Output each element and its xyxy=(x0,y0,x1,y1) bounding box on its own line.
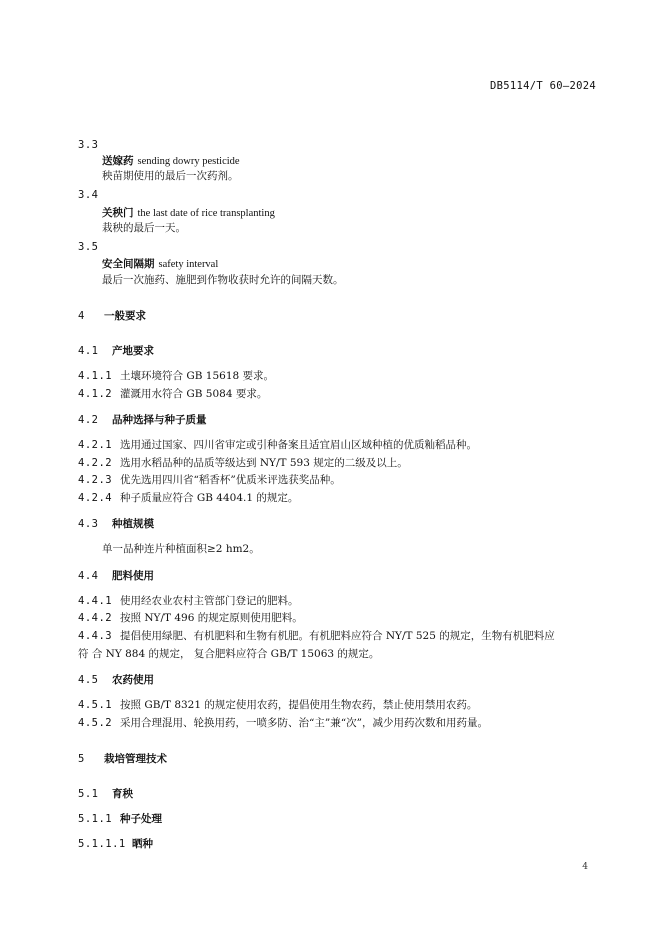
clause-text: 提倡使用绿肥、有机肥料和生物有机肥。有机肥料应符合 NY/T 525 的规定，生物有机肥料应 xyxy=(120,630,555,642)
subsection-title: 肥料使用 xyxy=(112,570,154,582)
subsection-number: 4.1 xyxy=(78,345,99,357)
term-number: 3.3 xyxy=(78,139,99,151)
term-heading xyxy=(102,153,240,168)
term-heading xyxy=(102,256,218,271)
clause-text: 种子质量应符合 GB 4404.1 的规定。 xyxy=(120,492,299,504)
clause-number: 4.4.2 xyxy=(78,612,113,624)
clause-number: 4.5.1 xyxy=(78,699,113,711)
subsection-number: 4.5 xyxy=(78,674,99,686)
subsection-heading xyxy=(78,413,207,427)
subsection-title: 种子处理 xyxy=(120,813,162,825)
subsection-title: 品种选择与种子质量 xyxy=(112,414,207,426)
clause-number: 4.5.2 xyxy=(78,717,113,729)
standard-number: DB5114/T 60—2024 xyxy=(490,80,596,92)
clause-number: 4.1.1 xyxy=(78,370,113,382)
subsection-heading xyxy=(78,673,154,687)
subsection-heading xyxy=(78,837,153,851)
subsection-heading xyxy=(78,812,162,826)
clause-continuation: 符 合 NY 884 的规定， 复合肥料应符合 GB/T 15063 的规定。 xyxy=(78,648,380,660)
subsection-heading xyxy=(78,344,154,358)
term-zh: 安全间隔期 xyxy=(102,258,155,270)
subsection-number: 5.1 xyxy=(78,788,99,800)
clause-text: 选用水稻品种的品质等级达到 NY/T 593 规定的二级及以上。 xyxy=(120,457,408,469)
clause-number: 4.2.2 xyxy=(78,457,113,469)
clause xyxy=(78,369,274,383)
clause-text: 优先选用四川省“稻香杯”优质米评选获奖品种。 xyxy=(120,474,341,486)
subsection-title: 农药使用 xyxy=(112,674,154,686)
clause xyxy=(78,456,408,470)
clause-text: 按照 NY/T 496 的规定原则使用肥料。 xyxy=(120,612,303,624)
term-heading xyxy=(102,205,275,220)
clause xyxy=(78,698,477,712)
clause xyxy=(78,473,341,487)
term-en: the last date of rice transplanting xyxy=(137,208,275,219)
clause-text: 选用通过国家、四川省审定或引种备案且适宜眉山区域种植的优质籼稻品种。 xyxy=(120,439,477,451)
subsection-number: 4.4 xyxy=(78,570,99,582)
clause-number: 4.4.3 xyxy=(78,630,113,642)
clause xyxy=(78,387,267,401)
subsection-number: 4.3 xyxy=(78,518,99,530)
term-zh: 送嫁药 xyxy=(102,155,134,167)
clause xyxy=(78,611,303,625)
section-number: 4 xyxy=(78,310,85,322)
term-definition: 栽秧的最后一天。 xyxy=(102,222,186,234)
clause-number: 4.2.3 xyxy=(78,474,113,486)
clause-text: 使用经农业农村主管部门登记的肥料。 xyxy=(120,595,299,607)
page-number: 4 xyxy=(582,862,588,872)
term-en: safety interval xyxy=(158,259,219,270)
subsection-title: 种植规模 xyxy=(112,518,154,530)
clause xyxy=(78,491,298,505)
subsection-title: 育秧 xyxy=(112,788,133,800)
subsection-heading xyxy=(78,569,154,583)
subsection-heading xyxy=(78,517,154,531)
clause xyxy=(78,629,555,643)
subsection-heading xyxy=(78,787,133,801)
term-definition: 最后一次施药、施肥到作物收获时允许的间隔天数。 xyxy=(102,274,344,286)
clause-text: 土壤环境符合 GB 15618 要求。 xyxy=(120,370,275,382)
clause-text: 灌溉用水符合 GB 5084 要求。 xyxy=(120,388,268,400)
clause xyxy=(78,716,488,730)
subsection-title: 产地要求 xyxy=(112,345,154,357)
subsection-title: 晒种 xyxy=(132,838,153,850)
clause-number: 4.2.4 xyxy=(78,492,113,504)
clause-number: 4.1.2 xyxy=(78,388,113,400)
term-definition: 秧苗期使用的最后一次药剂。 xyxy=(102,170,239,182)
subsection-number: 5.1.1.1 xyxy=(78,838,126,850)
clause-text: 按照 GB/T 8321 的规定使用农药，提倡使用生物农药，禁止使用禁用农药。 xyxy=(120,699,478,711)
subsection-number: 5.1.1 xyxy=(78,813,113,825)
clause-number: 4.4.1 xyxy=(78,595,113,607)
clause xyxy=(78,594,299,608)
section-heading xyxy=(78,309,146,323)
clause xyxy=(78,438,477,452)
clause-text: 采用合理混用、轮换用药，一喷多防、治“主”兼“次”，减少用药次数和用药量。 xyxy=(120,717,488,729)
section-number: 5 xyxy=(78,753,85,765)
section-heading xyxy=(78,752,167,766)
term-number: 3.5 xyxy=(78,241,99,253)
section-title: 栽培管理技术 xyxy=(104,753,167,765)
term-zh: 关秧门 xyxy=(102,207,134,219)
clause-number: 4.2.1 xyxy=(78,439,113,451)
term-en: sending dowry pesticide xyxy=(137,156,240,167)
subsection-number: 4.2 xyxy=(78,414,99,426)
section-title: 一般要求 xyxy=(104,310,146,322)
term-number: 3.4 xyxy=(78,189,99,201)
paragraph: 单一品种连片种植面积≥2 hm2。 xyxy=(102,543,260,555)
